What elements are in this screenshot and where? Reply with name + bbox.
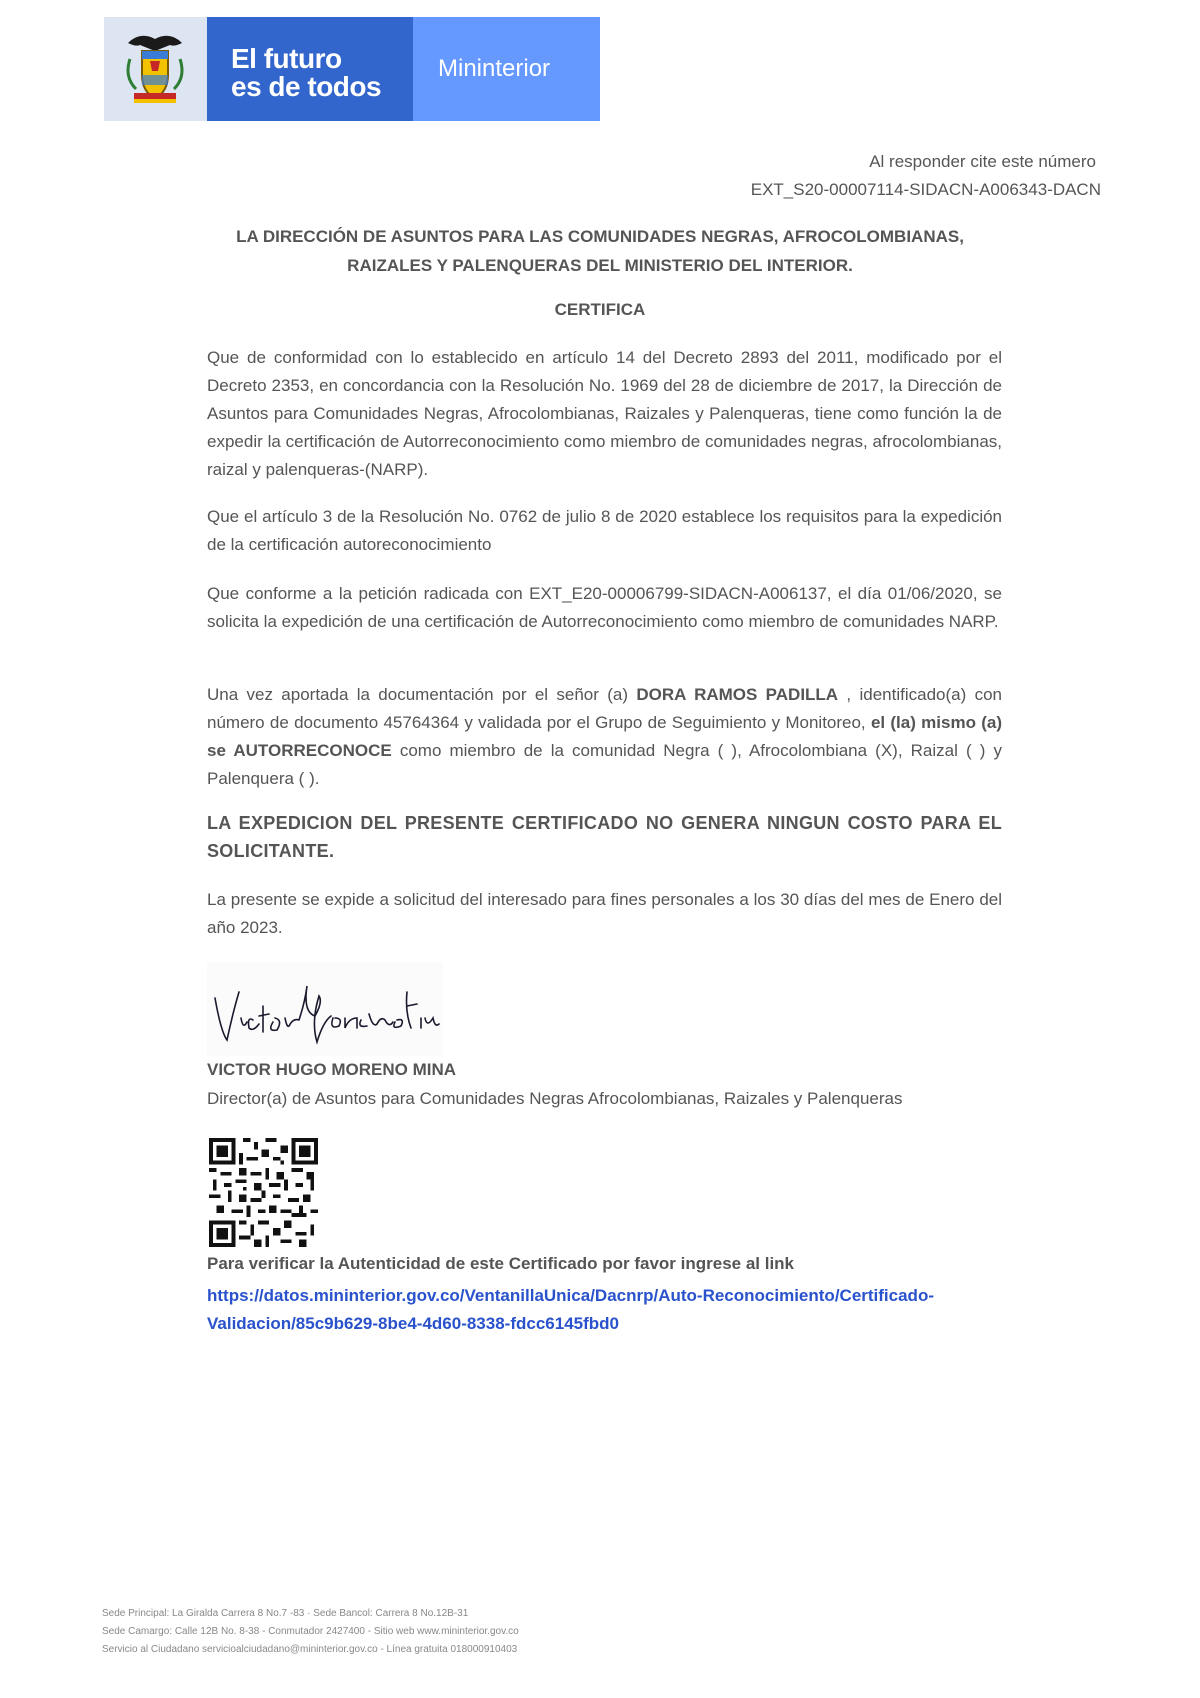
- holder-name: DORA RAMOS PADILLA: [636, 685, 839, 704]
- reference-number: EXT_S20-00007114-SIDACN-A006343-DACN: [750, 180, 1101, 199]
- qr-code: [209, 1138, 318, 1247]
- p4-part-d: como miembro de la comunidad Negra ( ), Afrocolombiana (X), Raizal ( ) y Palenquera ( ).: [207, 741, 1002, 788]
- p4-part-b: , identificado(a) con número de documento 45764364 y validada por el Grupo de Seguimiento y Monitoreo,: [207, 685, 1002, 732]
- no-cost-notice: LA EXPEDICION DEL PRESENTE CERTIFICADO NO GENERA NINGUN COSTO PARA EL SOLICITANTE.: [207, 813, 1002, 861]
- handwritten-signature: [207, 962, 443, 1056]
- footer-line2: Sede Camargo: Calle 12B No. 8-38 - Conmutador 2427400 - Sitio web www.mininterior.gov.co: [102, 1626, 519, 1637]
- self-recognition-statement: el (la) mismo (a) se AUTORRECONOCE: [207, 713, 1002, 760]
- footer-line1: Sede Principal: La Giralda Carrera 8 No.7 -83 · Sede Bancol: Carrera 8 No.12B-31: [102, 1608, 469, 1619]
- paragraph-legal-basis: Que de conformidad con lo establecido en artículo 14 del Decreto 2893 del 2011, modificado por el Decreto 2353, en concordancia con la Resolución No. 1969 del 28 de diciembre de 2017, la Dirección de Asuntos para Comunidades Negras, Afrocolombianas, Raizales y Palenqueras, tiene como función la de expedir la certificación de Autorreconocimiento como miembro de comunidades negras, afrocolombianas, raizal y palenqueras-(NARP).: [207, 348, 1002, 479]
- signer-name: VICTOR HUGO MORENO MINA: [207, 1060, 457, 1079]
- paragraph-requirements: Que el artículo 3 de la Resolución No. 0762 de julio 8 de 2020 establece los requisitos para la expedición de la certificación autoreconocimiento: [207, 507, 1002, 554]
- verification-link[interactable]: https://datos.mininterior.gov.co/VentanillaUnica/Dacnrp/Auto-Reconocimiento/Certificado-Validacion/85c9b629-8be4-4d60-8338-fdcc6145fbd0: [207, 1286, 934, 1333]
- p4-part-a: Una vez aportada la documentación por el señor (a): [207, 685, 637, 704]
- coat-of-arms-icon: [104, 17, 206, 121]
- slogan-block: [207, 17, 413, 121]
- document-heading: [150, 222, 1050, 280]
- paragraph-recognition: [207, 681, 1002, 793]
- ministry-name: Mininterior: [438, 55, 551, 82]
- slogan-line1: El futuro: [231, 43, 342, 74]
- heading-line2: RAIZALES Y PALENQUERAS DEL MINISTERIO DEL INTERIOR.: [347, 256, 853, 275]
- verification-instructions: Para verificar la Autenticidad de este Certificado por favor ingrese al link: [207, 1254, 795, 1273]
- reference-label: Al responder cite este número: [869, 152, 1096, 171]
- certifica-title: CERTIFICA: [554, 300, 646, 319]
- footer-line3: Servicio al Ciudadano servicioalciudadano@mininterior.gov.co - Línea gratuita 018000910403: [102, 1644, 518, 1655]
- slogan-line2: es de todos: [231, 71, 382, 102]
- heading-line1: LA DIRECCIÓN DE ASUNTOS PARA LAS COMUNIDADES NEGRAS, AFROCOLOMBIANAS,: [236, 227, 964, 246]
- signer-title: Director(a) de Asuntos para Comunidades Negras Afrocolombianas, Raizales y Palenqueras: [207, 1089, 903, 1108]
- ministry-block: [413, 17, 600, 121]
- paragraph-issuance: La presente se expide a solicitud del interesado para fines personales a los 30 días del mes de Enero del año 2023.: [207, 890, 1002, 937]
- paragraph-petition: Que conforme a la petición radicada con EXT_E20-00006799-SIDACN-A006137, el día 01/06/2020, se solicita la expedición de una certificación de Autorreconocimiento como miembro de comunidades NARP.: [207, 584, 1002, 631]
